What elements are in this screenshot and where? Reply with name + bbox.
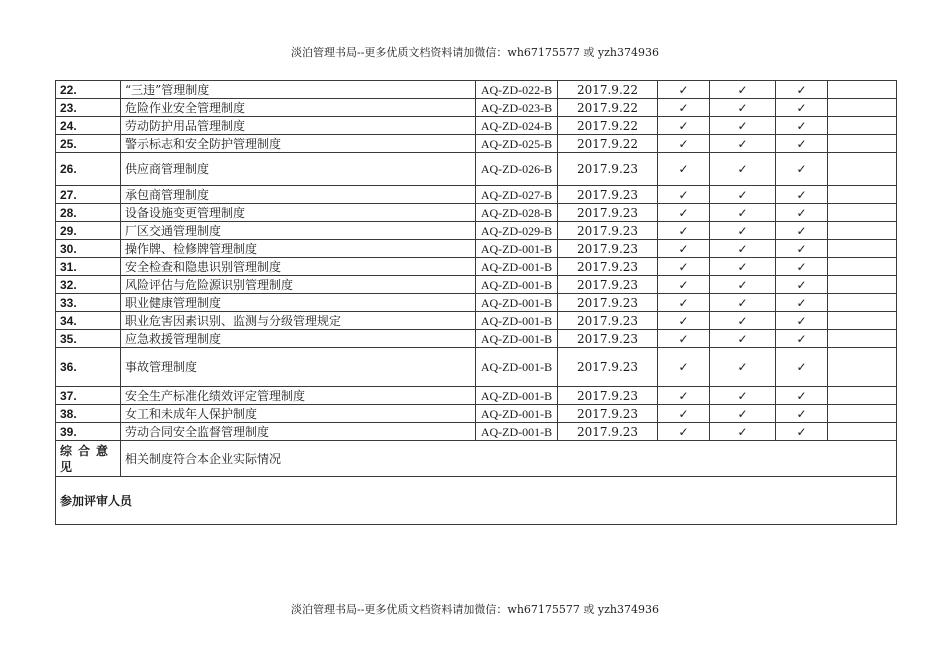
table-row xyxy=(56,330,897,348)
document-code: AQ-ZD-023-B xyxy=(476,99,558,117)
check-mark: ✓ xyxy=(658,240,710,258)
remarks-cell xyxy=(828,387,897,405)
regulation-name: 供应商管理制度 xyxy=(121,153,476,186)
table-row xyxy=(56,186,897,204)
check-mark: ✓ xyxy=(710,405,776,423)
remarks-cell xyxy=(828,81,897,99)
regulation-name: 风险评估与危险源识别管理制度 xyxy=(121,276,476,294)
review-date: 2017.9.23 xyxy=(558,276,658,294)
row-number: 33. xyxy=(56,294,121,312)
page-footer: 淡泊管理书局--更多优质文档资料请加微信：wh67175577 或 yzh374936 xyxy=(291,603,659,616)
review-date: 2017.9.22 xyxy=(558,117,658,135)
regulation-name: 女工和未成年人保护制度 xyxy=(121,405,476,423)
check-mark: ✓ xyxy=(658,81,710,99)
row-number: 36. xyxy=(56,348,121,387)
table-body xyxy=(56,81,897,441)
remarks-cell xyxy=(828,99,897,117)
table-row xyxy=(56,276,897,294)
check-mark: ✓ xyxy=(710,204,776,222)
regulation-name: 设备设施变更管理制度 xyxy=(121,204,476,222)
remarks-cell xyxy=(828,294,897,312)
document-code: AQ-ZD-025-B xyxy=(476,135,558,153)
document-code: AQ-ZD-029-B xyxy=(476,222,558,240)
check-mark: ✓ xyxy=(710,276,776,294)
check-mark: ✓ xyxy=(710,153,776,186)
check-mark: ✓ xyxy=(658,294,710,312)
overall-opinion-label-line1: 综合意 xyxy=(60,443,115,458)
check-mark: ✓ xyxy=(658,186,710,204)
row-number: 22. xyxy=(56,81,121,99)
overall-opinion-text: 相关制度符合本企业实际情况 xyxy=(121,441,897,477)
table-row xyxy=(56,81,897,99)
regulation-name: 警示标志和安全防护管理制度 xyxy=(121,135,476,153)
review-date: 2017.9.23 xyxy=(558,330,658,348)
check-mark: ✓ xyxy=(710,186,776,204)
check-mark: ✓ xyxy=(710,81,776,99)
document-code: AQ-ZD-028-B xyxy=(476,204,558,222)
check-mark: ✓ xyxy=(776,276,828,294)
review-date: 2017.9.22 xyxy=(558,135,658,153)
regulation-name: 应急救援管理制度 xyxy=(121,330,476,348)
check-mark: ✓ xyxy=(710,117,776,135)
row-number: 29. xyxy=(56,222,121,240)
check-mark: ✓ xyxy=(710,330,776,348)
remarks-cell xyxy=(828,204,897,222)
remarks-cell xyxy=(828,276,897,294)
check-mark: ✓ xyxy=(658,153,710,186)
check-mark: ✓ xyxy=(776,330,828,348)
check-mark: ✓ xyxy=(776,186,828,204)
review-date: 2017.9.23 xyxy=(558,204,658,222)
regulation-name: 事故管理制度 xyxy=(121,348,476,387)
document-code: AQ-ZD-022-B xyxy=(476,81,558,99)
check-mark: ✓ xyxy=(710,348,776,387)
document-code: AQ-ZD-024-B xyxy=(476,117,558,135)
page-header: 淡泊管理书局--更多优质文档资料请加微信：wh67175577 或 yzh374936 xyxy=(291,46,659,59)
check-mark: ✓ xyxy=(776,348,828,387)
check-mark: ✓ xyxy=(658,387,710,405)
check-mark: ✓ xyxy=(658,99,710,117)
table-row xyxy=(56,258,897,276)
check-mark: ✓ xyxy=(710,222,776,240)
remarks-cell xyxy=(828,222,897,240)
document-code: AQ-ZD-001-B xyxy=(476,276,558,294)
participants-label: 参加评审人员 xyxy=(56,477,897,525)
review-date: 2017.9.23 xyxy=(558,387,658,405)
table-row xyxy=(56,405,897,423)
regulation-review-table xyxy=(55,80,897,525)
review-date: 2017.9.23 xyxy=(558,240,658,258)
remarks-cell xyxy=(828,258,897,276)
row-number: 38. xyxy=(56,405,121,423)
regulation-name: 厂区交通管理制度 xyxy=(121,222,476,240)
table-row xyxy=(56,387,897,405)
review-date: 2017.9.23 xyxy=(558,153,658,186)
check-mark: ✓ xyxy=(710,99,776,117)
check-mark: ✓ xyxy=(710,423,776,441)
remarks-cell xyxy=(828,330,897,348)
check-mark: ✓ xyxy=(658,330,710,348)
overall-opinion-label-line2: 见 xyxy=(60,459,79,474)
remarks-cell xyxy=(828,423,897,441)
remarks-cell xyxy=(828,312,897,330)
row-number: 28. xyxy=(56,204,121,222)
table-row xyxy=(56,312,897,330)
review-date: 2017.9.23 xyxy=(558,294,658,312)
remarks-cell xyxy=(828,348,897,387)
review-date: 2017.9.23 xyxy=(558,423,658,441)
document-code: AQ-ZD-001-B xyxy=(476,387,558,405)
document-code: AQ-ZD-001-B xyxy=(476,312,558,330)
table-row xyxy=(56,222,897,240)
row-number: 30. xyxy=(56,240,121,258)
check-mark: ✓ xyxy=(710,387,776,405)
document-code: AQ-ZD-001-B xyxy=(476,330,558,348)
check-mark: ✓ xyxy=(776,81,828,99)
check-mark: ✓ xyxy=(710,135,776,153)
row-number: 24. xyxy=(56,117,121,135)
check-mark: ✓ xyxy=(776,240,828,258)
regulation-name: 危险作业安全管理制度 xyxy=(121,99,476,117)
review-date: 2017.9.23 xyxy=(558,186,658,204)
regulation-name: 安全生产标准化绩效评定管理制度 xyxy=(121,387,476,405)
document-code: AQ-ZD-026-B xyxy=(476,153,558,186)
remarks-cell xyxy=(828,405,897,423)
document-code: AQ-ZD-001-B xyxy=(476,258,558,276)
document-code: AQ-ZD-001-B xyxy=(476,423,558,441)
overall-opinion-label xyxy=(56,441,121,477)
review-date: 2017.9.22 xyxy=(558,99,658,117)
check-mark: ✓ xyxy=(776,153,828,186)
row-number: 23. xyxy=(56,99,121,117)
check-mark: ✓ xyxy=(658,258,710,276)
review-date: 2017.9.23 xyxy=(558,405,658,423)
row-number: 37. xyxy=(56,387,121,405)
table-row xyxy=(56,240,897,258)
check-mark: ✓ xyxy=(776,99,828,117)
table-row xyxy=(56,204,897,222)
row-number: 34. xyxy=(56,312,121,330)
row-number: 39. xyxy=(56,423,121,441)
check-mark: ✓ xyxy=(658,222,710,240)
participants-row xyxy=(56,477,897,525)
remarks-cell xyxy=(828,240,897,258)
check-mark: ✓ xyxy=(710,294,776,312)
check-mark: ✓ xyxy=(658,117,710,135)
table-row xyxy=(56,117,897,135)
document-code: AQ-ZD-001-B xyxy=(476,294,558,312)
check-mark: ✓ xyxy=(776,312,828,330)
row-number: 35. xyxy=(56,330,121,348)
check-mark: ✓ xyxy=(658,423,710,441)
check-mark: ✓ xyxy=(710,240,776,258)
row-number: 25. xyxy=(56,135,121,153)
check-mark: ✓ xyxy=(776,222,828,240)
review-date: 2017.9.22 xyxy=(558,81,658,99)
row-number: 26. xyxy=(56,153,121,186)
check-mark: ✓ xyxy=(658,348,710,387)
check-mark: ✓ xyxy=(658,312,710,330)
check-mark: ✓ xyxy=(776,258,828,276)
overall-opinion-row xyxy=(56,441,897,477)
regulation-name: 承包商管理制度 xyxy=(121,186,476,204)
check-mark: ✓ xyxy=(776,117,828,135)
table-row xyxy=(56,423,897,441)
check-mark: ✓ xyxy=(776,387,828,405)
check-mark: ✓ xyxy=(710,258,776,276)
document-code: AQ-ZD-027-B xyxy=(476,186,558,204)
check-mark: ✓ xyxy=(658,204,710,222)
regulation-name: 职业健康管理制度 xyxy=(121,294,476,312)
check-mark: ✓ xyxy=(658,135,710,153)
table-row xyxy=(56,135,897,153)
document-code: AQ-ZD-001-B xyxy=(476,240,558,258)
check-mark: ✓ xyxy=(776,204,828,222)
check-mark: ✓ xyxy=(776,423,828,441)
remarks-cell xyxy=(828,186,897,204)
regulation-name: 劳动防护用品管理制度 xyxy=(121,117,476,135)
check-mark: ✓ xyxy=(776,135,828,153)
review-date: 2017.9.23 xyxy=(558,312,658,330)
remarks-cell xyxy=(828,117,897,135)
review-date: 2017.9.23 xyxy=(558,258,658,276)
row-number: 31. xyxy=(56,258,121,276)
regulation-name: “三违”管理制度 xyxy=(121,81,476,99)
row-number: 32. xyxy=(56,276,121,294)
document-code: AQ-ZD-001-B xyxy=(476,348,558,387)
table-row xyxy=(56,153,897,186)
remarks-cell xyxy=(828,153,897,186)
check-mark: ✓ xyxy=(776,294,828,312)
table-row xyxy=(56,294,897,312)
review-date: 2017.9.23 xyxy=(558,222,658,240)
review-date: 2017.9.23 xyxy=(558,348,658,387)
document-code: AQ-ZD-001-B xyxy=(476,405,558,423)
check-mark: ✓ xyxy=(658,276,710,294)
regulation-name: 劳动合同安全监督管理制度 xyxy=(121,423,476,441)
table-row xyxy=(56,99,897,117)
check-mark: ✓ xyxy=(776,405,828,423)
check-mark: ✓ xyxy=(710,312,776,330)
regulation-name: 操作牌、检修牌管理制度 xyxy=(121,240,476,258)
check-mark: ✓ xyxy=(658,405,710,423)
regulation-name: 安全检查和隐患识别管理制度 xyxy=(121,258,476,276)
table-row xyxy=(56,348,897,387)
row-number: 27. xyxy=(56,186,121,204)
regulation-name: 职业危害因素识别、监测与分级管理规定 xyxy=(121,312,476,330)
remarks-cell xyxy=(828,135,897,153)
